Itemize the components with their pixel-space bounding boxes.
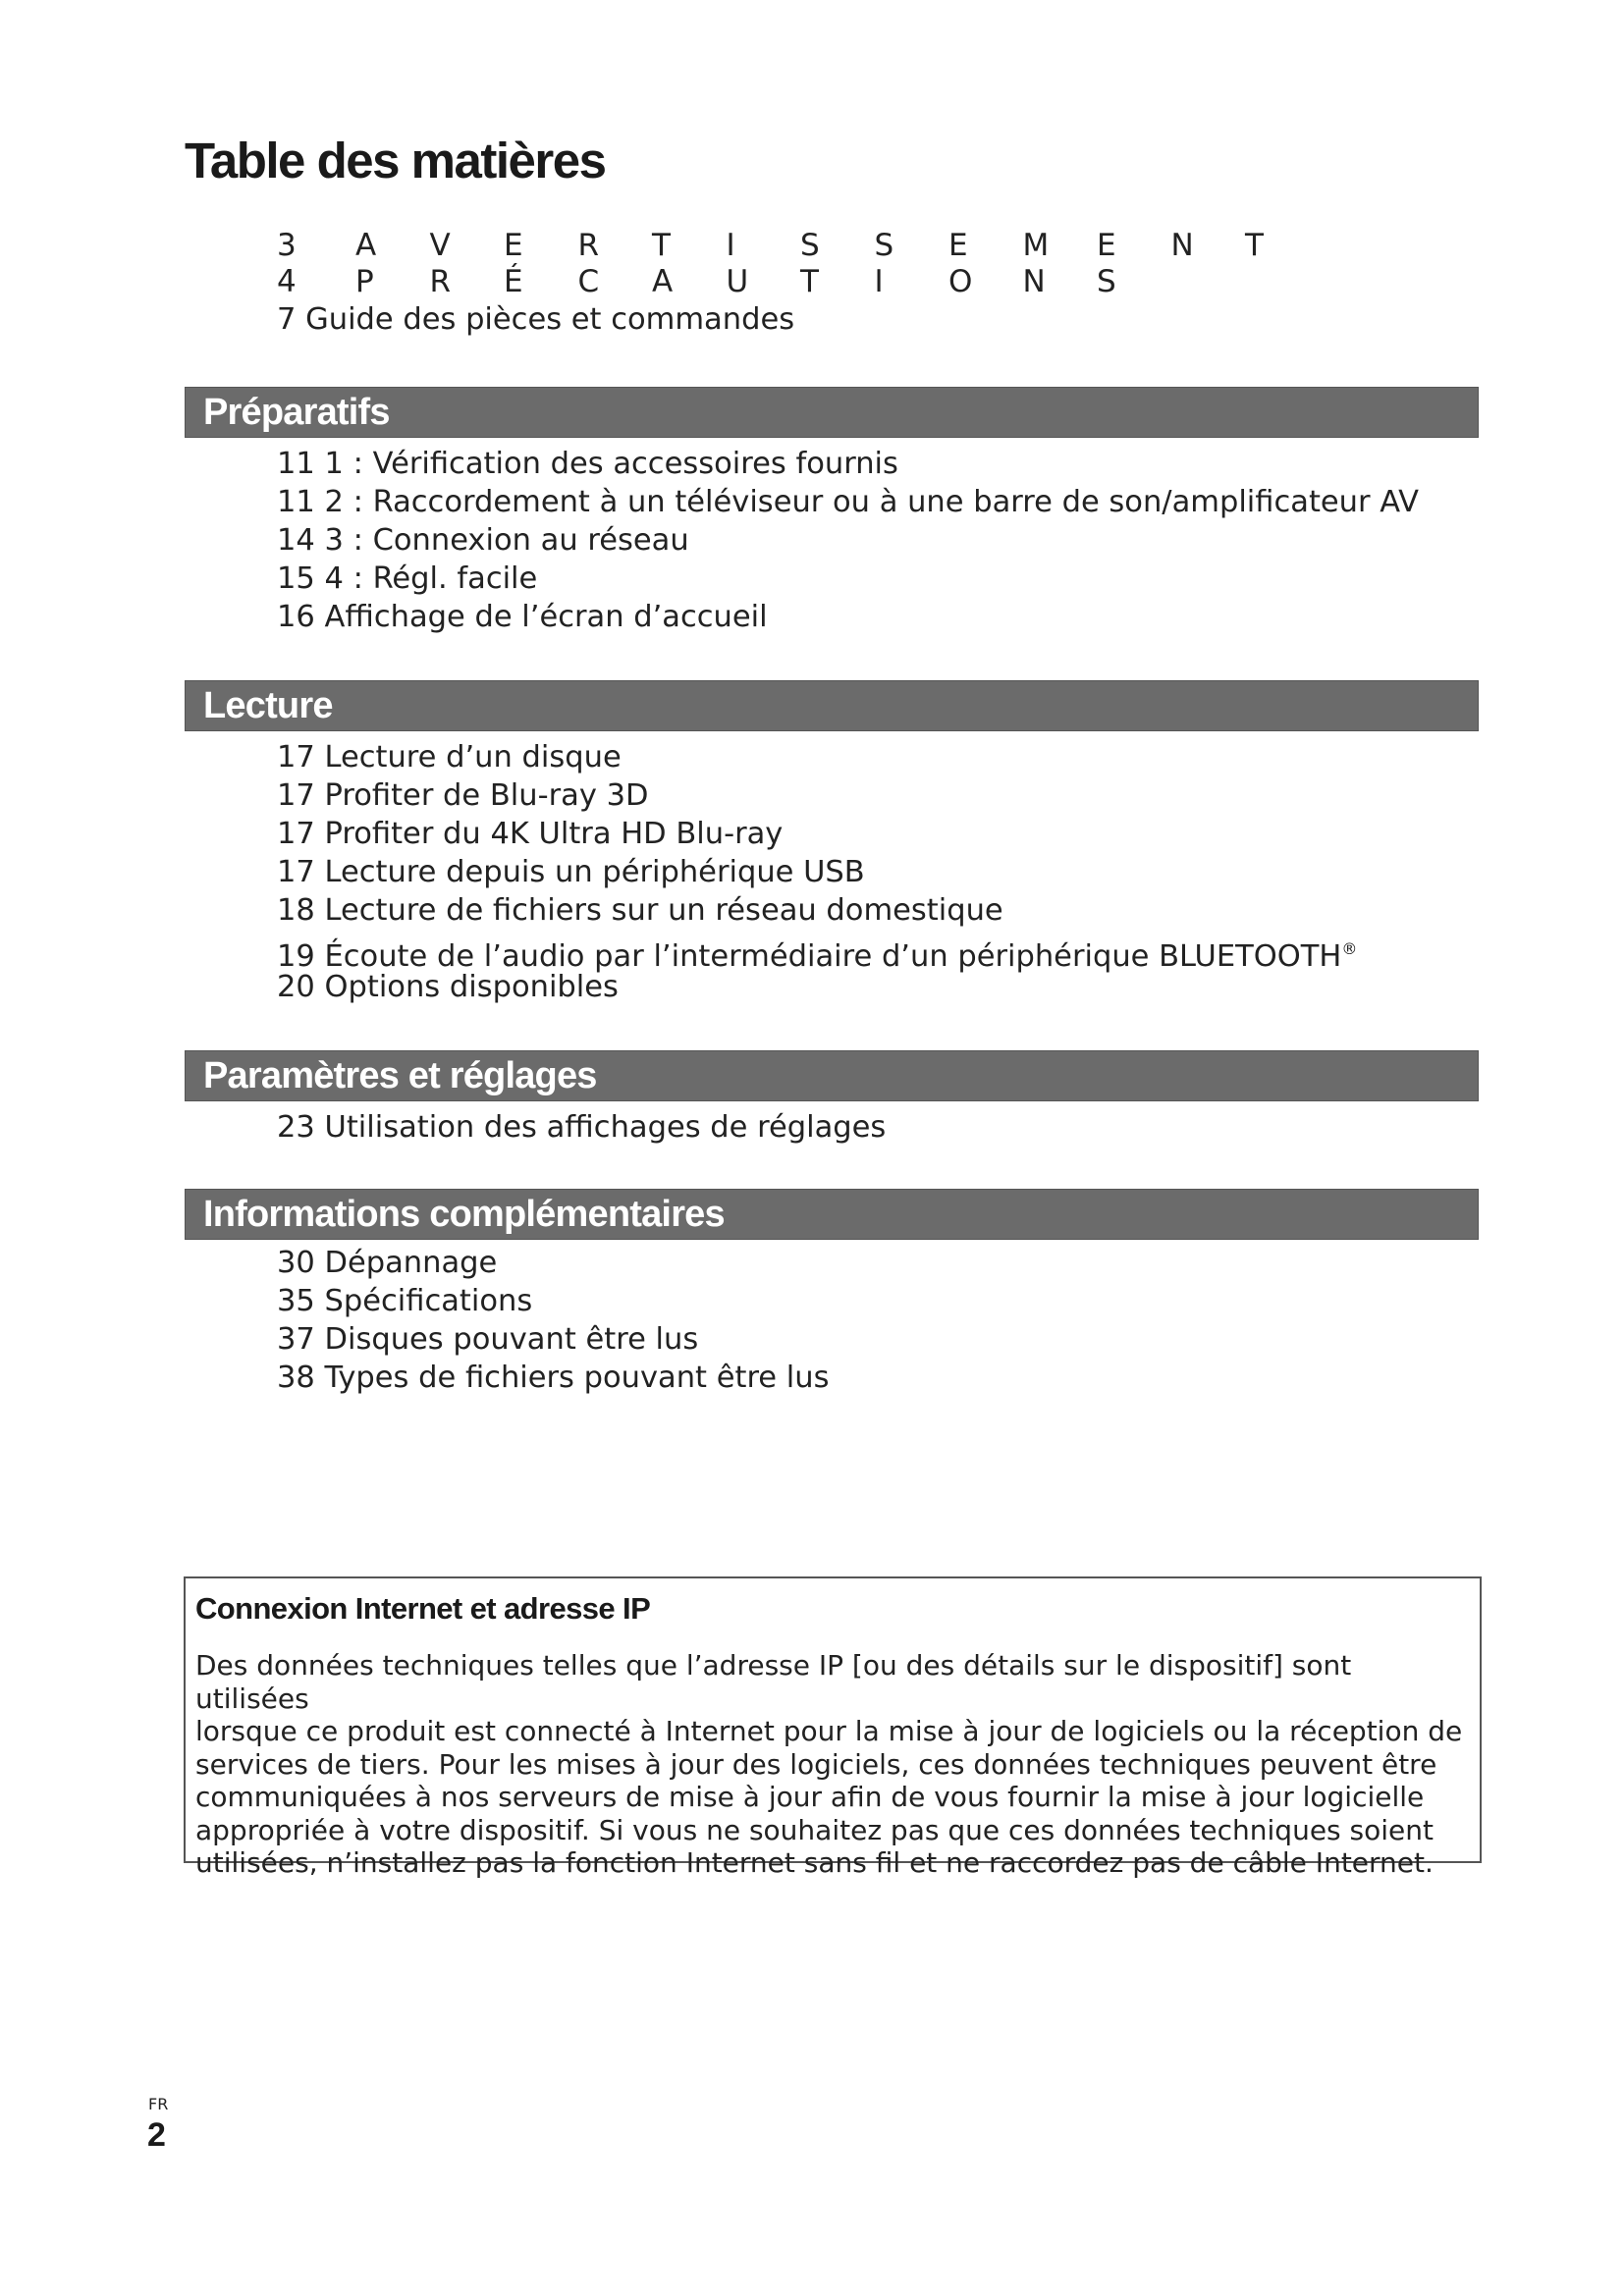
section-header-lecture: Lecture	[185, 680, 1479, 731]
toc-entry-precautions[interactable]: 4 P R É C A U T I O N S	[277, 264, 1116, 299]
notice-line: utilisées, n’installez pas la fonction Internet sans fil et ne raccordez pas de câble Internet.	[195, 1846, 1434, 1879]
page-title: Table des matières	[185, 133, 606, 188]
section-header-preparatifs: Préparatifs	[185, 387, 1479, 438]
trademark-symbol: ®	[1341, 939, 1358, 958]
toc-entry[interactable]: 15 4 : Régl. facile	[277, 561, 538, 596]
notice-box	[184, 1576, 1482, 1879]
section-header-informations: Informations complémentaires	[185, 1189, 1479, 1240]
notice-line: services de tiers. Pour les mises à jour des logiciels, ces données techniques peuvent être	[195, 1747, 1437, 1781]
toc-entry[interactable]: 16 Affichage de l’écran d’accueil	[277, 600, 768, 634]
toc-entry[interactable]: 37 Disques pouvant être lus	[277, 1322, 699, 1357]
section-header-parametres: Paramètres et réglages	[185, 1050, 1479, 1101]
toc-entry[interactable]: 17 Lecture depuis un périphérique USB	[277, 855, 865, 889]
notice-line: appropriée à votre dispositif. Si vous ne souhaitez pas que ces données techniques soient	[195, 1813, 1434, 1846]
section-entries-preparatifs	[277, 445, 1419, 636]
toc-entry[interactable]: 38 Types de fichiers pouvant être lus	[277, 1361, 830, 1395]
toc-entry[interactable]: 11 1 : Vérification des accessoires fournis	[277, 447, 898, 481]
section-entries-lecture	[277, 738, 1357, 1006]
page-number: 2	[147, 2116, 166, 2154]
toc-entry[interactable]: 17 Profiter du 4K Ultra HD Blu-ray	[277, 817, 784, 851]
toc-entry[interactable]: 18 Lecture de fichiers sur un réseau domestique	[277, 893, 1003, 928]
notice-line: communiquées à nos serveurs de mise à jour afin de vous fournir la mise à jour logicielle	[195, 1781, 1425, 1813]
section-entries-informations	[277, 1244, 829, 1397]
notice-line: Des données techniques telles que l’adresse IP [ou des détails sur le dispositif] sont utilisées	[195, 1649, 1352, 1715]
intro-entries	[277, 228, 1320, 339]
toc-entry-bluetooth[interactable]	[277, 930, 1358, 974]
section-entries-parametres	[277, 1108, 886, 1147]
notice-body	[195, 1649, 1472, 1880]
toc-entry[interactable]: 17 Profiter de Blu-ray 3D	[277, 778, 649, 813]
toc-entry[interactable]: 23 Utilisation des affichages de réglages	[277, 1110, 887, 1145]
toc-entry[interactable]: 14 3 : Connexion au réseau	[277, 523, 689, 558]
toc-entry-text: 19 Écoute de l’audio par l’intermédiaire d’un périphérique BLUETOOTH	[277, 939, 1342, 974]
notice-line: lorsque ce produit est connecté à Internet pour la mise à jour de logiciels ou la réception de	[195, 1715, 1463, 1747]
toc-entry[interactable]: 17 Lecture d’un disque	[277, 740, 622, 774]
toc-entry[interactable]: 35 Spécifications	[277, 1284, 533, 1318]
toc-entry[interactable]: 11 2 : Raccordement à un téléviseur ou à une barre de son/amplificateur AV	[277, 485, 1420, 519]
toc-entry[interactable]: 20 Options disponibles	[277, 970, 619, 1004]
toc-entry[interactable]: 7 Guide des pièces et commandes	[277, 302, 795, 337]
language-code: FR	[148, 2095, 169, 2113]
notice-title: Connexion Internet et adresse IP	[195, 1591, 651, 1626]
toc-entry[interactable]: 30 Dépannage	[277, 1246, 498, 1280]
toc-entry-avertissement[interactable]: 3 A V E R T I S S E M E N T	[277, 228, 1264, 263]
